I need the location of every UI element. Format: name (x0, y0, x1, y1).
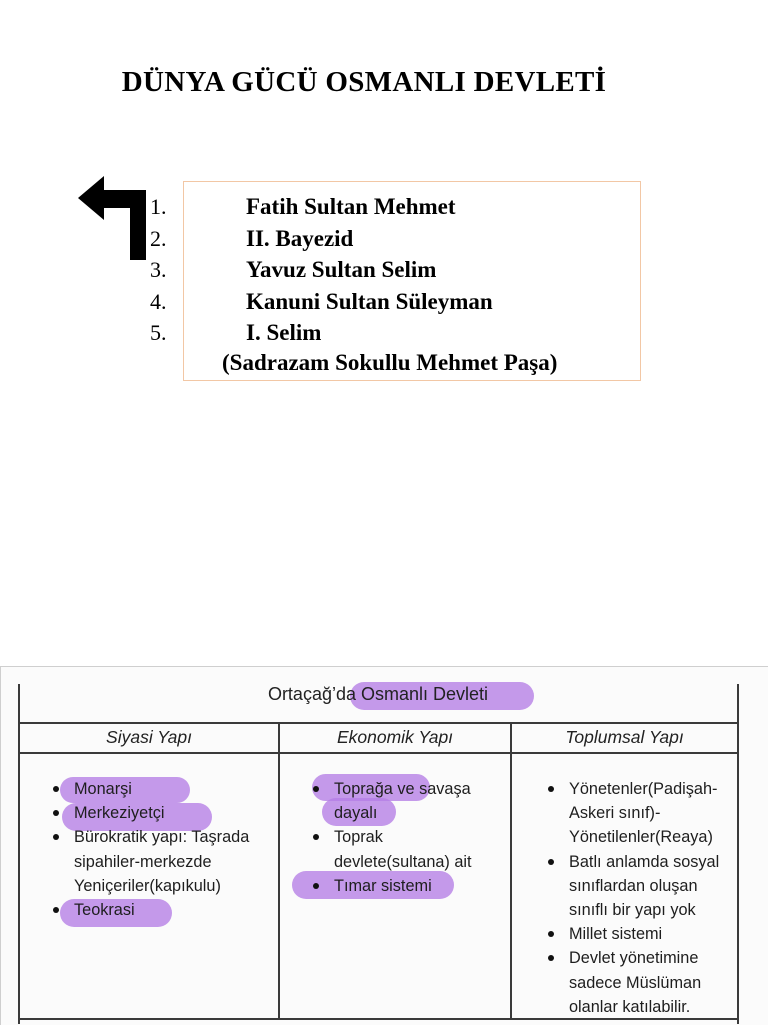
list-item-line: dayalı (334, 804, 378, 823)
sultan-name: II. Bayezid (246, 225, 354, 251)
sultan-name: Kanuni Sultan Süleyman (246, 288, 493, 314)
list-item-line: Batlı anlamda sosyal (569, 852, 720, 871)
sultan-name: Yavuz Sultan Selim (246, 257, 437, 283)
sultan-number: 1. (150, 194, 167, 219)
list-item-line: Yönetenler(Padişah- (569, 780, 718, 798)
table-title-prefix: Ortaçağ’da (267, 684, 356, 704)
list-item: Teokrasi (50, 898, 276, 922)
siyasi-list (50, 777, 276, 922)
list-item-line: Toprağa ve savaşa (334, 780, 471, 798)
list-item (545, 946, 737, 1019)
list-item-line: sadece Müslüman (569, 973, 702, 992)
column-header-toplumsal: Toplumsal Yapı (565, 727, 684, 747)
sultan-names (246, 191, 493, 349)
page-title: DÜNYA GÜCÜ OSMANLI DEVLETİ (121, 66, 607, 98)
table-border (18, 722, 739, 724)
table-title (18, 684, 738, 705)
sultan-number: 4. (150, 288, 167, 314)
sultan-name: I. Selim (246, 320, 322, 346)
sultan-number: 5. (150, 320, 167, 346)
column-header-siyasi: Siyasi Yapı (106, 727, 192, 747)
list-item (50, 825, 276, 898)
table-border (510, 722, 512, 1020)
table-border (18, 752, 739, 754)
list-item-line: Yeniçeriler(kapıkulu) (74, 876, 221, 895)
list-item-line: Yönetilenler(Reaya) (569, 828, 713, 847)
turn-left-arrow-icon (78, 176, 150, 260)
list-item (545, 777, 737, 850)
grand-vizier-note: (Sadrazam Sokullu Mehmet Paşa) (222, 350, 558, 375)
list-item-line: sınıflardan oluşan (569, 876, 698, 895)
list-item-line: Devlet yönetimine (569, 949, 699, 968)
sultan-name: Fatih Sultan Mehmet (246, 194, 456, 219)
list-item-line: sınıflı bir yapı yok (569, 901, 696, 920)
list-item-line: sipahiler-merkezde (74, 852, 212, 871)
list-item-line: olanlar katılabilir. (569, 997, 691, 1016)
list-item: Monarşi (50, 777, 276, 801)
list-item-line: Askeri sınıf)- (569, 804, 661, 823)
list-item: Tımar sistemi (310, 874, 510, 898)
column-header-ekonomik: Ekonomik Yapı (336, 727, 454, 747)
toplumsal-list (545, 777, 737, 1019)
sultan-number: 3. (150, 257, 167, 283)
list-item-line: Bürokratik yapı: Taşrada (74, 828, 250, 847)
table-title-highlight: Osmanlı Devleti (361, 684, 489, 704)
list-item: Merkeziyetçi (50, 801, 276, 825)
table-border (737, 684, 739, 1024)
table-border (278, 722, 280, 1020)
sultan-number: 2. (150, 225, 167, 251)
list-item (310, 777, 510, 825)
sultan-numbers (150, 191, 167, 349)
ekonomik-list (310, 777, 510, 898)
list-item-line: Toprak (334, 828, 383, 847)
list-item: Millet sistemi (545, 922, 737, 946)
list-item (310, 825, 510, 873)
list-item (545, 850, 737, 923)
list-item-line: devlete(sultana) ait (334, 852, 472, 871)
